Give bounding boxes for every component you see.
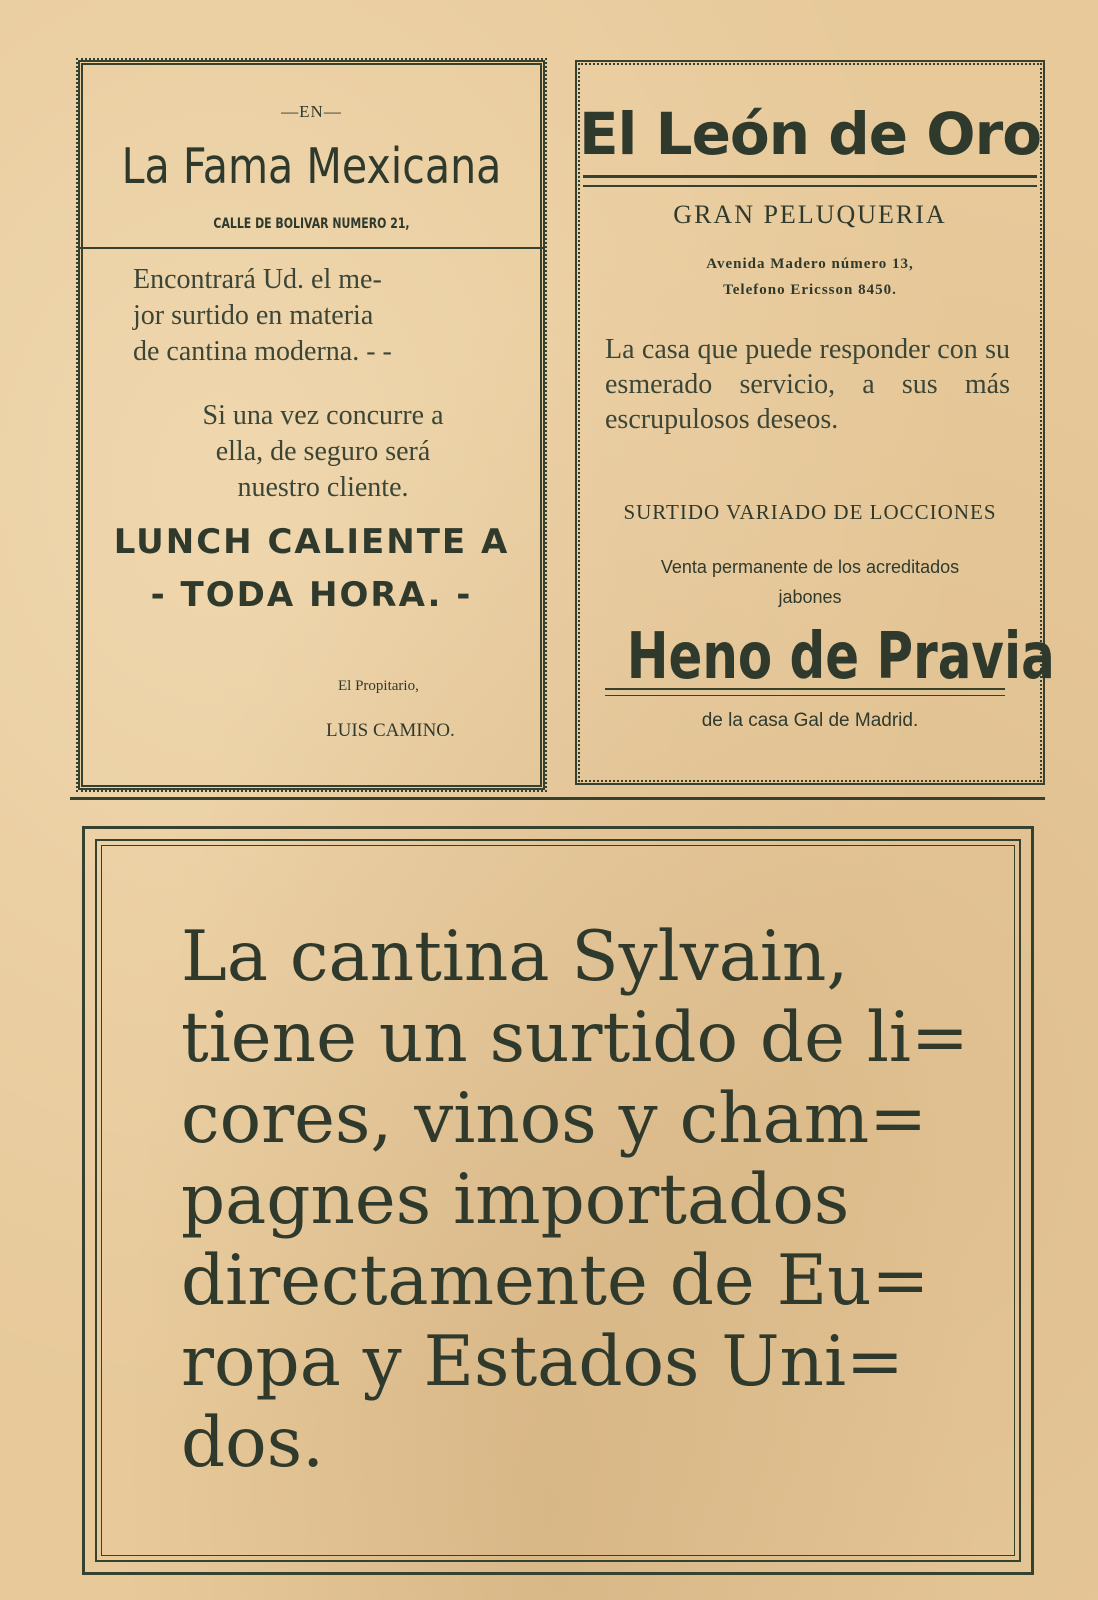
ad-title: El León de Oro	[578, 100, 1042, 168]
text-line: La cantina Sylvain,	[181, 917, 849, 997]
brand-name: Heno de Pravia	[626, 620, 1055, 694]
address-line-2: Telefono Ericsson 8450.	[723, 282, 897, 298]
ad-title: La Fama Mexicana	[121, 138, 502, 195]
address-line-1: Avenida Madero número 13,	[706, 256, 914, 272]
text-line: nuestro cliente.	[237, 472, 409, 503]
text-line: Encontrará Ud. el me-	[133, 264, 382, 295]
text-line: pagnes importados	[181, 1160, 850, 1240]
ad-intro: —EN—	[281, 102, 342, 121]
ad-paragraph-1	[133, 262, 493, 370]
ad-la-fama-mexicana	[78, 60, 545, 790]
text-line: jabones	[778, 587, 842, 607]
divider-rule	[78, 247, 545, 249]
text-line: dos.	[181, 1403, 325, 1483]
lociones-line: SURTIDO VARIADO DE LOCCIONES	[623, 500, 997, 524]
ad-subtitle: GRAN PELUQUERIA	[673, 200, 947, 229]
brand-rule	[605, 688, 1005, 696]
lunch-line-2: - TODA HORA. -	[150, 575, 473, 615]
ad-cantina-sylvain	[82, 826, 1034, 1575]
ad-body	[181, 917, 969, 1484]
text-line: ropa y Estados Uni=	[181, 1322, 904, 1402]
text-line: tiene un surtido de li=	[181, 998, 969, 1078]
lunch-line-1: LUNCH CALIENTE A	[113, 522, 510, 562]
venta-text	[575, 552, 1045, 612]
text-line: directamente de Eu=	[181, 1241, 930, 1321]
ad-address: CALLE DE BOLIVAR NUMERO 21,	[213, 216, 410, 232]
owner-label: El Propitario,	[338, 678, 419, 694]
title-rule	[583, 175, 1037, 187]
text-line: cores, vinos y cham=	[181, 1079, 928, 1159]
owner-name: LUIS CAMINO.	[326, 720, 455, 741]
ad-paragraph: La casa que puede responder con su esmerado servicio, a sus más escrupulosos deseos.	[605, 334, 1010, 435]
text-line: de cantina moderna. - -	[133, 336, 392, 367]
text-line: Si una vez concurre a	[202, 400, 444, 431]
text-line: Venta permanente de los acreditados	[660, 557, 960, 577]
ad-leon-de-oro	[575, 60, 1055, 785]
section-divider	[70, 797, 1045, 800]
text-line: ella, de seguro será	[215, 436, 431, 467]
text-line: jor surtido en materia	[133, 300, 374, 331]
ad-paragraph-2	[128, 398, 518, 506]
brand-origin: de la casa Gal de Madrid.	[701, 710, 919, 731]
